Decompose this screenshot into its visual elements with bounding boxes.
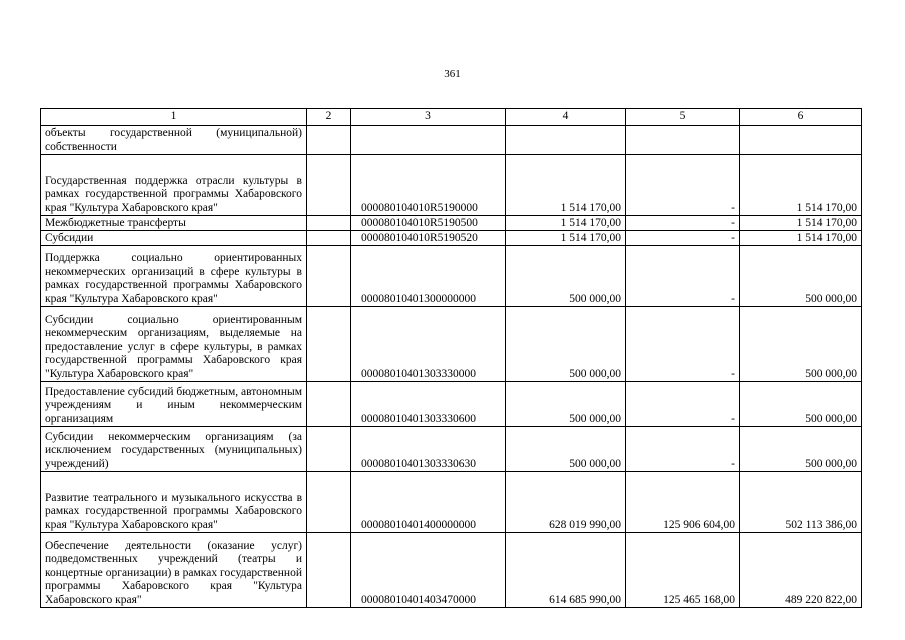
row-name: Обеспечение деятельности (оказание услуг) подведомственных учреждений (театры и концертные организации) в рамках государственной программы Хабаровского края "Культура Хабаровского края" [41,533,307,608]
table-row [41,216,862,231]
row-value-5: - [626,246,740,307]
row-value-5: - [626,231,740,246]
row-value-4: 500 000,00 [506,427,626,472]
row-value-6: 500 000,00 [740,382,862,427]
row-value-4: 1 514 170,00 [506,216,626,231]
row-col2 [307,472,351,533]
table-row [41,382,862,427]
row-value-5: 125 906 604,00 [626,472,740,533]
row-value-6: 500 000,00 [740,427,862,472]
row-col2 [307,307,351,382]
table-row [41,155,862,216]
row-value-6: 489 220 822,00 [740,533,862,608]
row-value-6 [740,126,862,155]
row-value-4 [506,126,626,155]
row-code: 00008010401403470000 [351,533,506,608]
row-value-4: 500 000,00 [506,307,626,382]
row-col2 [307,533,351,608]
row-value-5: - [626,216,740,231]
row-value-4: 628 019 990,00 [506,472,626,533]
row-code: 00008010401300000000 [351,246,506,307]
row-code: 000080104010R5190000 [351,155,506,216]
row-col2 [307,155,351,216]
row-value-4: 500 000,00 [506,246,626,307]
table-row [41,533,862,608]
row-col2 [307,126,351,155]
row-name: Государственная поддержка отрасли культуры в рамках государственной программы Хабаровского края "Культура Хабаровского края" [41,155,307,216]
row-code: 000080104010R5190520 [351,231,506,246]
header-row [41,109,862,126]
row-code [351,126,506,155]
row-value-4: 1 514 170,00 [506,155,626,216]
row-value-5: - [626,427,740,472]
table-row [41,472,862,533]
header-cell: 6 [740,109,862,126]
row-col2 [307,231,351,246]
row-value-6: 502 113 386,00 [740,472,862,533]
row-value-6: 500 000,00 [740,246,862,307]
header-cell: 1 [41,109,307,126]
row-value-5 [626,126,740,155]
row-col2 [307,246,351,307]
header-cell: 2 [307,109,351,126]
row-name: Межбюджетные трансферты [41,216,307,231]
row-code: 00008010401400000000 [351,472,506,533]
row-value-5: - [626,155,740,216]
row-name: Субсидии [41,231,307,246]
header-cell: 3 [351,109,506,126]
row-value-5: 125 465 168,00 [626,533,740,608]
row-value-4: 500 000,00 [506,382,626,427]
row-value-6: 1 514 170,00 [740,155,862,216]
table-row [41,427,862,472]
row-value-5: - [626,307,740,382]
table-row [41,307,862,382]
table-row [41,231,862,246]
table-row [41,246,862,307]
row-name: Субсидии социально ориентированным некоммерческим организациям, выделяемые на предоставление услуг в сфере культуры, в рамках государственной программы Хабаровского края "Культура Хабаровского края" [41,307,307,382]
row-value-6: 1 514 170,00 [740,216,862,231]
row-value-6: 500 000,00 [740,307,862,382]
page-number: 361 [444,68,461,80]
header-cell: 4 [506,109,626,126]
row-col2 [307,216,351,231]
row-code: 000080104010R5190500 [351,216,506,231]
row-name: объекты государственной (муниципальной) собственности [41,126,307,155]
row-name: Развитие театрального и музыкального искусства в рамках государственной программы Хабаровского края "Культура Хабаровского края" [41,472,307,533]
row-value-6: 1 514 170,00 [740,231,862,246]
row-code: 00008010401303330600 [351,382,506,427]
row-name: Поддержка социально ориентированных некоммерческих организаций в сфере культуры в рамках государственной программы Хабаровского края "Культура Хабаровского края" [41,246,307,307]
row-col2 [307,382,351,427]
row-value-5: - [626,382,740,427]
budget-table [40,108,862,608]
table-row [41,126,862,155]
header-cell: 5 [626,109,740,126]
row-name: Предоставление субсидий бюджетным, автономным учреждениям и иным некоммерческим организациям [41,382,307,427]
row-col2 [307,427,351,472]
row-name: Субсидии некоммерческим организациям (за исключением государственных (муниципальных) учреждений) [41,427,307,472]
row-code: 00008010401303330630 [351,427,506,472]
row-value-4: 1 514 170,00 [506,231,626,246]
row-code: 00008010401303330000 [351,307,506,382]
row-value-4: 614 685 990,00 [506,533,626,608]
